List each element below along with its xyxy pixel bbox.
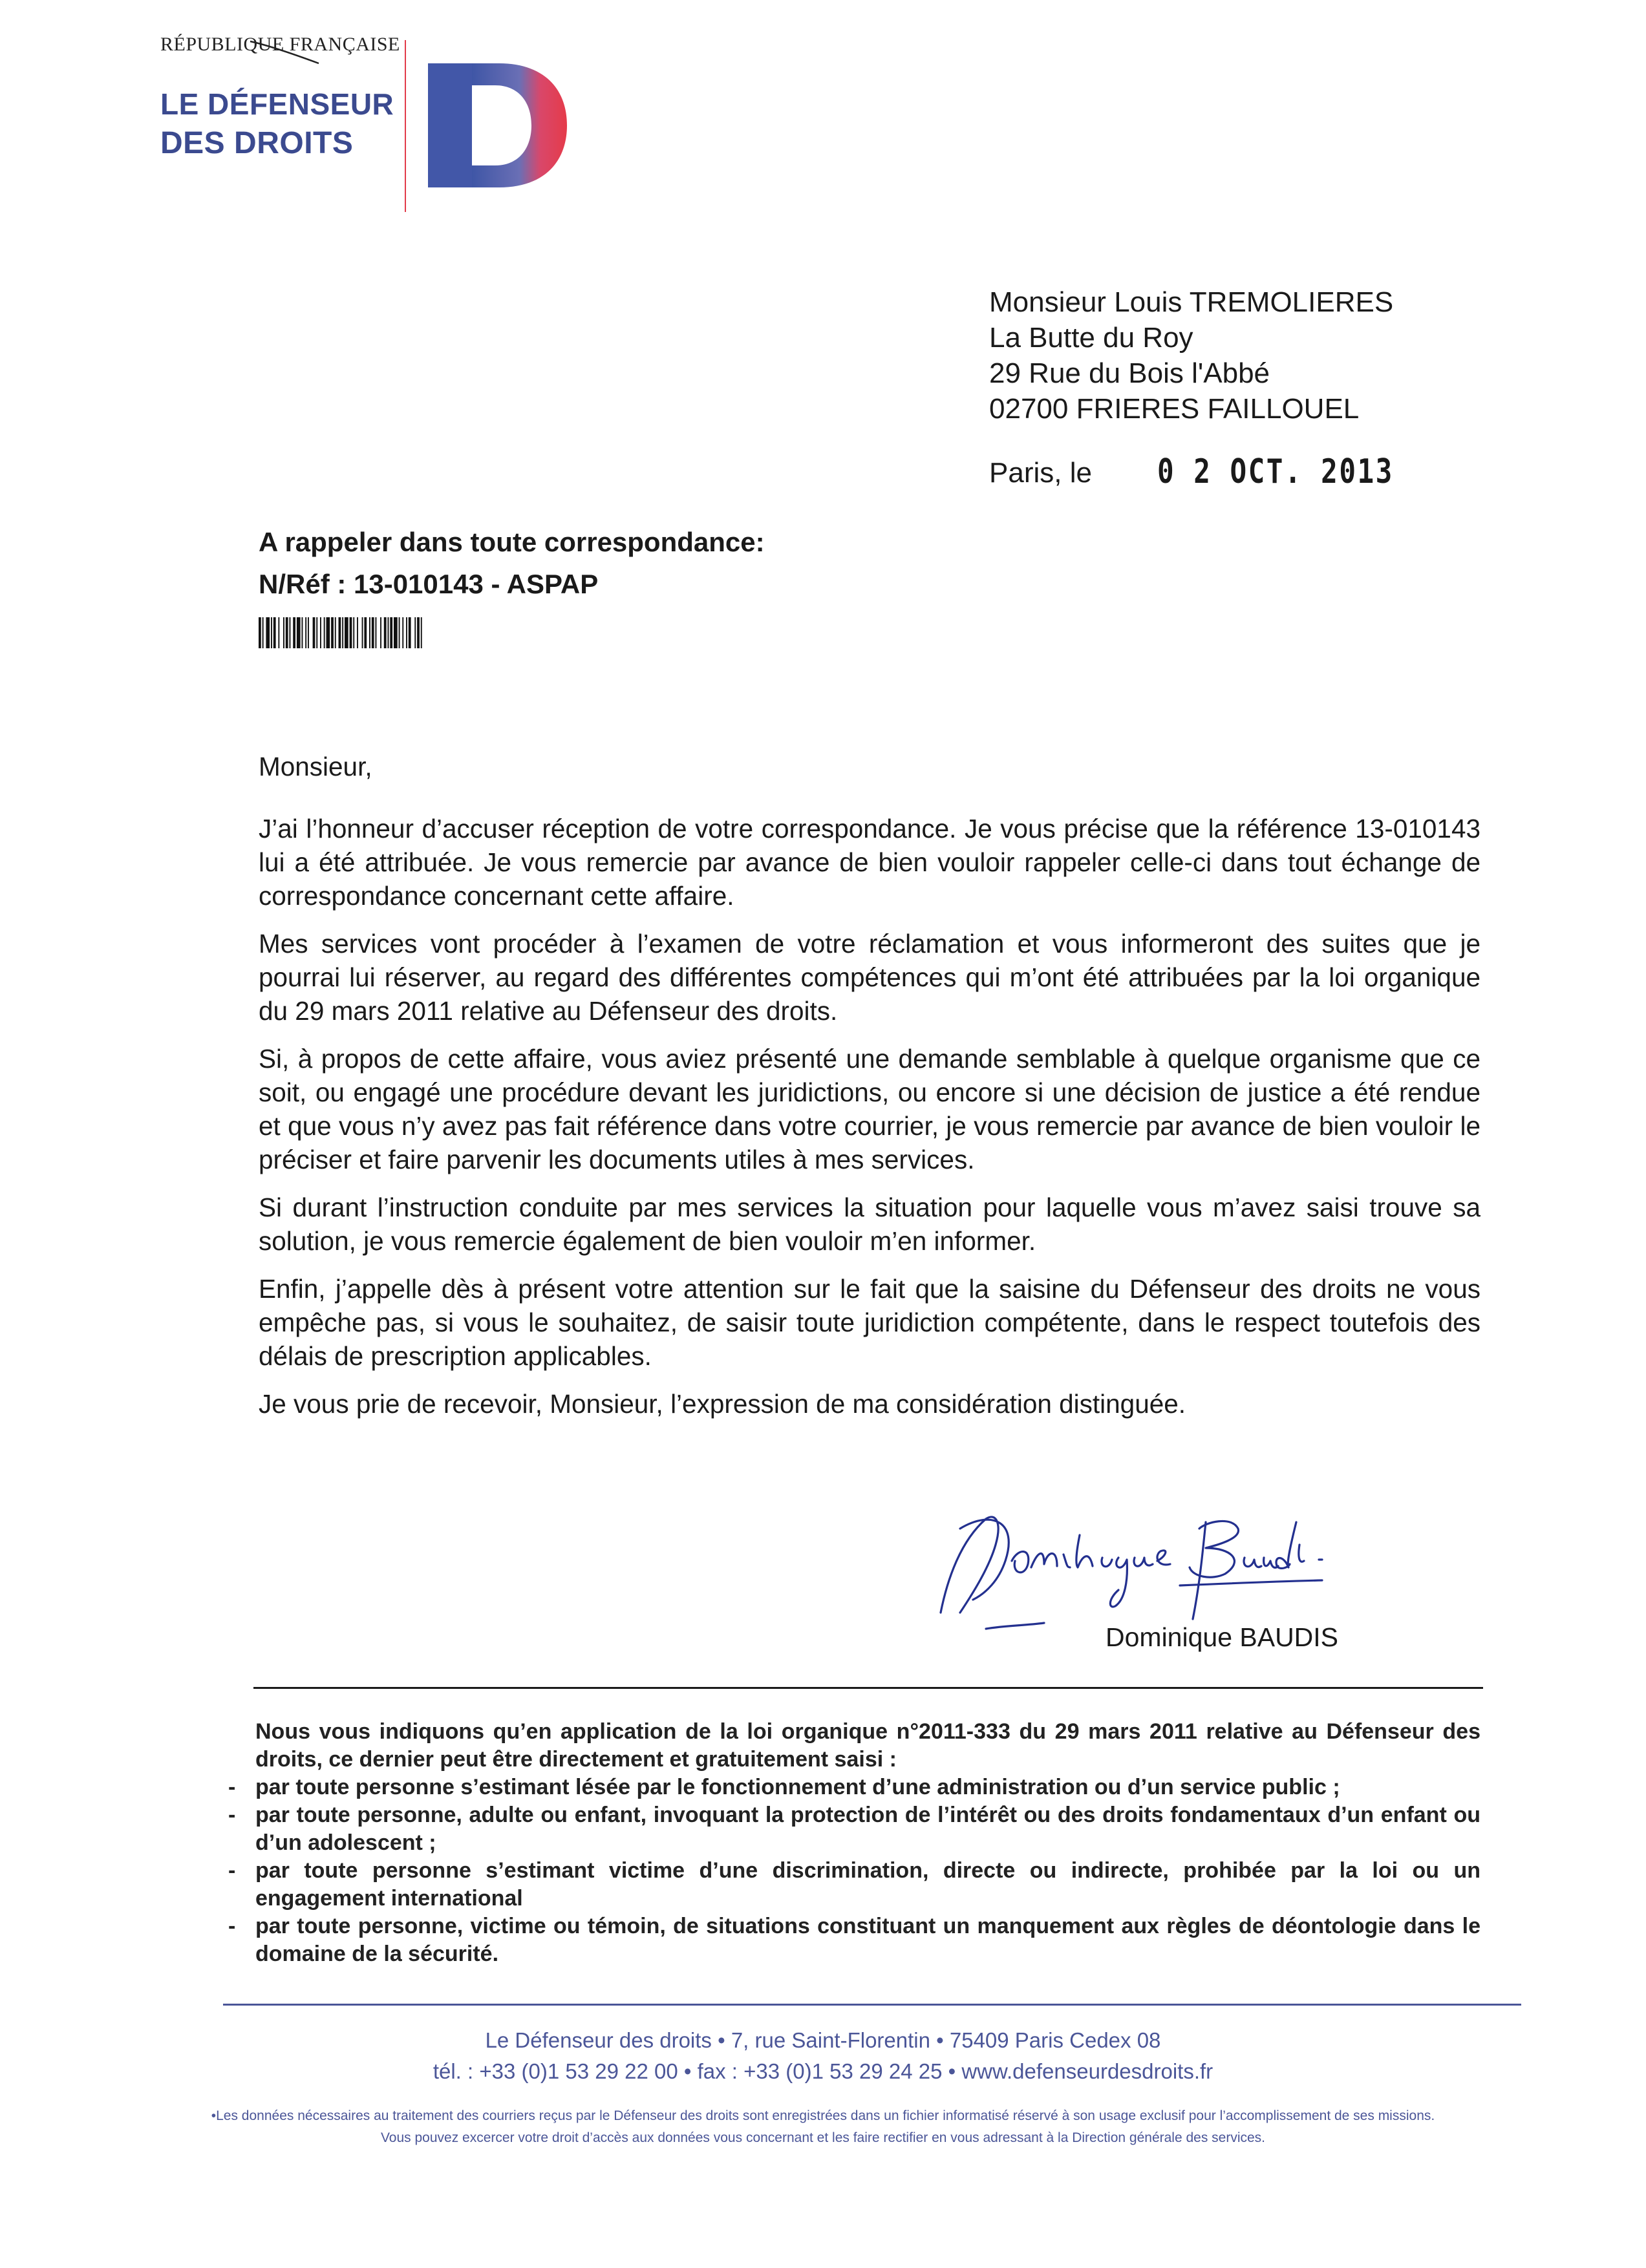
barcode-bar bbox=[273, 617, 276, 648]
barcode-bar bbox=[286, 617, 288, 648]
barcode-bar bbox=[283, 617, 284, 648]
barcode-bar bbox=[278, 617, 279, 648]
barcode-bar bbox=[331, 617, 334, 648]
barcode-bar bbox=[414, 617, 416, 648]
emblem-stroke-icon bbox=[249, 39, 320, 65]
notice-list-item: - par toute personne s’estimant lésée par le fonctionnement d’une administration ou d’un service public ; bbox=[255, 1774, 1480, 1801]
barcode-bar bbox=[380, 617, 381, 648]
barcode-bar bbox=[402, 617, 403, 648]
barcode-bar bbox=[339, 617, 341, 648]
recipient-address-line4: 02700 FRIERES FAILLOUEL bbox=[989, 393, 1360, 425]
closing-formula: Je vous prie de recevoir, Monsieur, l’expression de ma considération distinguée. bbox=[259, 1389, 1186, 1419]
barcode-bar bbox=[271, 617, 272, 648]
legal-notice bbox=[255, 1718, 1480, 1968]
barcode-bar bbox=[293, 617, 295, 648]
notice-list-item: - par toute personne, adulte ou enfant, invoquant la protection de l’intérêt ou des droits fondamentaux d’un enfant ou d’un adolescent ; bbox=[255, 1801, 1480, 1857]
barcode-bar bbox=[376, 617, 377, 648]
notice-list-item: - par toute personne s’estimant victime d’une discrimination, directe ou indirecte, prohibée par la loi ou un engagement international bbox=[255, 1857, 1480, 1913]
recipient-address-line3: 29 Rue du Bois l'Abbé bbox=[989, 357, 1270, 389]
barcode-bar bbox=[394, 617, 398, 648]
reference-number: N/Réf : 13-010143 - ASPAP bbox=[259, 569, 599, 599]
footer-divider bbox=[223, 2004, 1521, 2006]
republique-francaise-label: RÉPUBLIQUE FRANÇAISE bbox=[160, 34, 400, 55]
barcode-bar bbox=[353, 617, 354, 648]
barcode-bar bbox=[350, 617, 352, 648]
body-paragraph: Mes services vont procéder à l’examen de votre réclamation et vous informeront des suites que je pourrai lui réserver, au regard des différentes compétences qui m’ont été attribuées par la loi organique du 29 mars 2011 relative au Défenseur des droits. bbox=[259, 929, 1480, 1026]
notice-list-item: - par toute personne, victime ou témoin, de situations constituant un manquement aux règles de déontologie dans le domaine de la sécurité. bbox=[255, 1913, 1480, 1968]
barcode-bar bbox=[266, 617, 270, 648]
barcode-bar bbox=[399, 617, 400, 648]
footer-contact: tél. : +33 (0)1 53 29 22 00 • fax : +33 (0)1 53 29 24 25 • www.defenseurdesdroits.fr bbox=[433, 2059, 1213, 2083]
date-stamp: 0 2 OCT. 2013 bbox=[1157, 452, 1394, 491]
barcode-bar bbox=[262, 617, 264, 648]
barcode-bar bbox=[316, 617, 317, 648]
barcode-bar bbox=[406, 617, 407, 648]
barcode-bar bbox=[326, 617, 330, 648]
barcode-bar bbox=[290, 617, 291, 648]
barcode-bar bbox=[320, 617, 321, 648]
handwritten-signature bbox=[934, 1483, 1413, 1645]
body-paragraph: Enfin, j’appelle dès à présent votre attention sur le fait que la saisine du Défenseur des droits ne vous empêche pas, si vous le souhaitez, de saisir toute juridiction compétente, dans le respect toutefois des délais de prescription applicables. bbox=[259, 1274, 1480, 1371]
footer-privacy-line2: Vous pouvez excercer votre droit d’accès aux données vous concernant et les faire rectifier en vous adressant à la Direction générale des services. bbox=[380, 2130, 1266, 2145]
footer-privacy-line1: •Les données nécessaires au traitement des courriers reçus par le Défenseur des droits sont enregistrées dans un fichier informatisé réservé à son usage exclusif pour l’accomplissement de ses missions. bbox=[211, 2108, 1435, 2123]
barcode-bar bbox=[369, 617, 370, 648]
divider bbox=[253, 1687, 1483, 1689]
logo-divider bbox=[405, 40, 406, 212]
org-name-line1: LE DÉFENSEUR bbox=[160, 87, 394, 121]
barcode-bar bbox=[345, 617, 348, 648]
barcode-bar bbox=[342, 617, 343, 648]
barcode-bar bbox=[421, 617, 422, 648]
defenseur-d-logo-icon bbox=[428, 63, 567, 187]
barcode bbox=[259, 617, 482, 648]
barcode-bar bbox=[302, 617, 303, 648]
barcode-bar bbox=[388, 617, 389, 648]
letter-body bbox=[259, 750, 1480, 1421]
barcode-bar bbox=[313, 617, 315, 648]
reference-heading: A rappeler dans toute correspondance: bbox=[259, 527, 765, 557]
barcode-bar bbox=[308, 617, 309, 648]
recipient-name: Monsieur Louis TREMOLIERES bbox=[989, 286, 1394, 318]
barcode-bar bbox=[259, 617, 261, 648]
barcode-bar bbox=[305, 617, 306, 648]
recipient-address-line2: La Butte du Roy bbox=[989, 322, 1193, 354]
barcode-bar bbox=[364, 617, 367, 648]
barcode-bar bbox=[362, 617, 363, 648]
barcode-bar bbox=[324, 617, 325, 648]
notice-intro: Nous vous indiquons qu’en application de la loi organique n°2011-333 du 29 mars 2011 relative au Défenseur des droits, ce dernier peut être directement et gratuitement saisi : bbox=[255, 1719, 1480, 1772]
barcode-bar bbox=[384, 617, 387, 648]
barcode-bar bbox=[417, 617, 420, 648]
barcode-bar bbox=[390, 617, 392, 648]
org-name-line2: DES DROITS bbox=[160, 126, 354, 160]
notice-list bbox=[255, 1774, 1480, 1968]
barcode-bar bbox=[297, 617, 301, 648]
body-paragraph: Si, à propos de cette affaire, vous aviez présenté une demande semblable à quelque organisme que ce soit, ou engagé une procédure devant les juridictions, ou encore si une décision de justice a été rendue et que vous n’y avez pas fait référence dans votre courrier, je vous remercie par avance de bien vouloir le préciser et faire parvenir les documents utiles à mes services. bbox=[259, 1044, 1480, 1174]
recipient-address bbox=[989, 284, 1393, 427]
barcode-bar bbox=[357, 617, 358, 648]
barcode-bar bbox=[409, 617, 411, 648]
date-label: Paris, le bbox=[989, 457, 1092, 489]
body-paragraph: J’ai l’honneur d’accuser réception de votre correspondance. Je vous précise que la référence 13-010143 lui a été attribuée. Je vous remercie par avance de bien vouloir rappeler celle-ci dans tout échange de correspondance concernant cette affaire. bbox=[259, 814, 1480, 911]
footer-address: Le Défenseur des droits • 7, rue Saint-Florentin • 75409 Paris Cedex 08 bbox=[485, 2028, 1161, 2052]
salutation: Monsieur, bbox=[259, 752, 372, 781]
barcode-bar bbox=[372, 617, 374, 648]
signatory-name: Dominique BAUDIS bbox=[1106, 1622, 1339, 1652]
barcode-bar bbox=[335, 617, 336, 648]
body-paragraph: Si durant l’instruction conduite par mes services la situation pour laquelle vous m’avez saisi trouve sa solution, je vous remercie également de bien vouloir m’en informer. bbox=[259, 1192, 1480, 1256]
